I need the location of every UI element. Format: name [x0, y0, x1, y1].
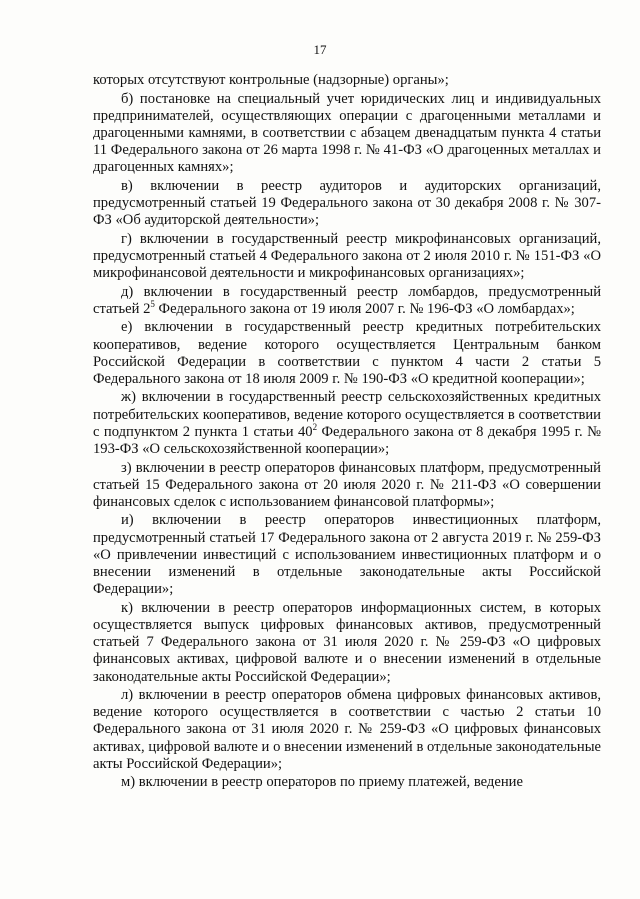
paragraph-text: д) включении в государственный реестр ломбардов, предусмотренный статьей 2: [93, 283, 601, 317]
paragraph-cont: [93, 72, 601, 89]
paragraph-k: [93, 600, 601, 686]
paragraph-l: [93, 687, 601, 773]
paragraph-text: б) постановке на специальный учет юридических лиц и индивидуальных предпринимателей, осуществляющих операции с драгоценными металлами и драгоценными камнями, в соответствии с абзацем двенадцатым пункта 4 статьи 11 Федерального закона от 26 марта 1998 г. № 41-ФЗ «О драгоценных металлах и драгоценных камнях»;: [93, 90, 601, 176]
superscript: 2: [312, 421, 318, 432]
paragraph-text: ж) включении в государственный реестр сельскохозяйственных кредитных потребительских кооперативов, ведение которого осуществляется в соответствии с подпунктом 2 пункта 1 статьи 40: [93, 389, 601, 440]
paragraph-text: и) включении в реестр операторов инвестиционных платформ, предусмотренный статьей 17 Федерального закона от 2 августа 2019 г. № 259-ФЗ «О привлечении инвестиций с использованием инвестиционных платформ и о внесении изменений в отдельные законодательные акты Российской Федерации»;: [93, 512, 601, 598]
page-number: 17: [313, 42, 327, 57]
paragraph-text: л) включении в реестр операторов обмена цифровых финансовых активов, ведение которого осуществляется в соответствии с частью 2 статьи 10 Федерального закона от 31 июля 2020 г. № 259-ФЗ «О цифровых финансовых активах, цифровой валюте и о внесении изменений в отдельные законодательные акты Российской Федерации»;: [93, 687, 601, 772]
paragraph-b: [93, 91, 601, 177]
paragraph-g: [93, 231, 601, 283]
paragraph-d: [93, 284, 601, 318]
paragraph-text: Федерального закона от 8 декабря 1995 г. № 193-ФЗ «О сельскохозяйственной кооперации»;: [93, 423, 601, 458]
paragraph-text: г) включении в государственный реестр микрофинансовых организаций, предусмотренный статьей 4 Федерального закона от 2 июля 2010 г. № 151-ФЗ «О микрофинансовой деятельности и микрофинансовых организациях»;: [93, 230, 601, 282]
paragraph-text: м) включении в реестр операторов по приему платежей, ведение: [121, 774, 523, 791]
paragraph-text: е) включении в государственный реестр кредитных потребительских кооперативов, ведение которого осуществляется Центральным банком Российской Федерации в соответствии с пунктом 4 части 2 статьи 5 Федерального закона от 18 июля 2009 г. № 190-ФЗ «О кредитной кооперации»;: [93, 319, 601, 387]
paragraph-text: з) включении в реестр операторов финансовых платформ, предусмотренный статьей 15 Федерального закона от 20 июля 2020 г. № 211-ФЗ «О совершении финансовых сделок с использованием финансовой платформы»;: [93, 459, 601, 510]
paragraph-text: в) включении в реестр аудиторов и аудиторских организаций, предусмотренный статьей 19 Федерального закона от 30 декабря 2008 г. № 307-ФЗ «Об аудиторской деятельности»;: [93, 177, 601, 229]
paragraph-text: Федерального закона от 19 июля 2007 г. № 196-ФЗ «О ломбардах»;: [154, 300, 575, 317]
paragraph-text: которых отсутствуют контрольные (надзорные) органы»;: [93, 72, 449, 88]
paragraph-i: [93, 512, 601, 598]
paragraph-e: [93, 319, 601, 388]
paragraph-m: [93, 774, 601, 791]
paragraph-text: к) включении в реестр операторов информационных систем, в которых осуществляется выпуск цифровых финансовых активов, предусмотренный статьей 7 Федерального закона от 31 июля 2020 г. № 259-ФЗ «О цифровых финансовых активах, цифровой валюте и о внесении изменений в отдельные законодательные акты Российской Федерации»;: [93, 599, 601, 685]
paragraph-v: [93, 178, 601, 230]
document-body: [93, 72, 601, 793]
paragraph-zh: [93, 389, 601, 458]
paragraph-z: [93, 460, 601, 512]
superscript: 5: [150, 298, 155, 309]
